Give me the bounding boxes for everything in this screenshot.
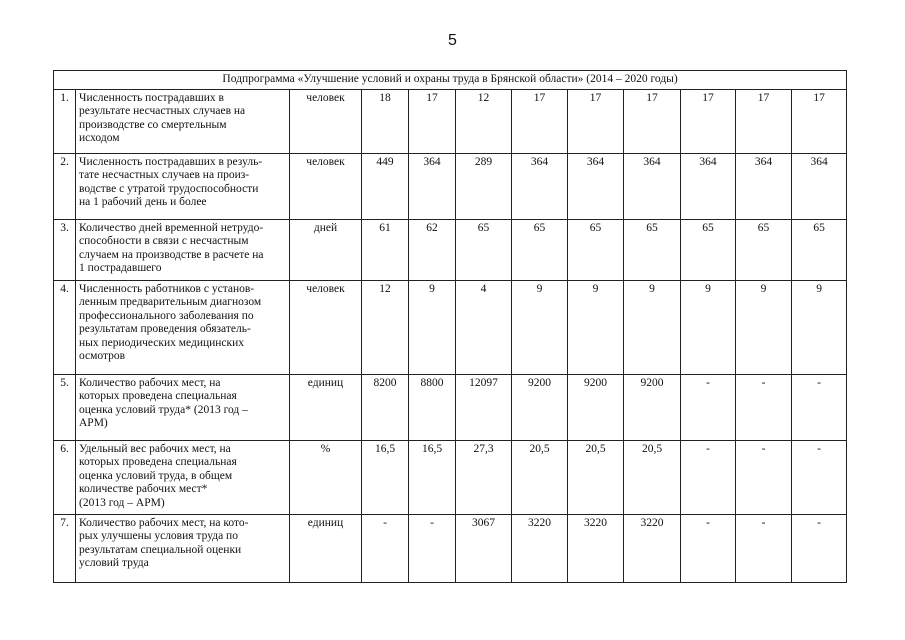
- indicator-value: 364: [568, 153, 624, 219]
- indicator-value: -: [736, 514, 792, 582]
- indicator-value: 65: [624, 219, 681, 280]
- indicator-name-line: (2013 год – АРМ): [79, 496, 165, 509]
- table-row: [54, 374, 847, 440]
- indicator-name-line: рых улучшены условия труда по: [79, 530, 238, 542]
- indicator-value: 9200: [624, 374, 681, 440]
- page-number: 5: [448, 32, 457, 49]
- indicator-name-line: результатам специальной оценки: [79, 543, 242, 556]
- indicator-value: 364: [681, 153, 736, 219]
- indicator-value: 61: [362, 219, 409, 280]
- indicator-name-line: Численность работников с установ-: [79, 282, 255, 295]
- indicator-value: 364: [736, 153, 792, 219]
- indicator-value: 4: [456, 280, 512, 374]
- indicator-name-line: тате несчастных случаев на произ-: [79, 169, 250, 181]
- indicator-name-line: которых проведена специальная: [79, 456, 237, 468]
- indicator-value: 3220: [568, 514, 624, 582]
- indicator-value: 16,5: [362, 440, 409, 514]
- table-row: [54, 440, 847, 514]
- indicator-name-line: профессионального заболевания по: [79, 309, 254, 322]
- indicator-name-line: исходом: [79, 132, 120, 144]
- indicator-value: -: [792, 374, 847, 440]
- table-row: [54, 153, 847, 219]
- indicator-value: 9200: [512, 374, 568, 440]
- unit-of-measure: %: [290, 440, 362, 514]
- indicator-name-line: результатам проведения обязатель-: [79, 323, 251, 335]
- indicator-name-line: случаем на производстве в расчете на: [79, 248, 264, 261]
- indicator-name: [76, 514, 290, 582]
- indicator-value: 9: [681, 280, 736, 374]
- indicator-value: 9: [792, 280, 847, 374]
- indicator-name-line: результате несчастных случаев на: [79, 105, 246, 117]
- indicator-value: 17: [624, 89, 681, 153]
- indicator-value: -: [362, 514, 409, 582]
- row-number: 2.: [54, 153, 76, 219]
- indicator-value: 65: [792, 219, 847, 280]
- indicator-name-line: оценка условий труда* (2013 год –: [79, 403, 248, 416]
- indicator-name: [76, 89, 290, 153]
- indicator-name-line: 1 пострадавшего: [79, 262, 162, 274]
- indicator-name-line: ленным предварительным диагнозом: [79, 296, 262, 308]
- indicator-value: 364: [512, 153, 568, 219]
- indicator-name: [76, 153, 290, 219]
- indicator-name-line: АРМ): [79, 417, 108, 429]
- caption-row: [54, 71, 847, 90]
- indicator-name-line: условий труда: [79, 557, 149, 569]
- indicator-value: 65: [456, 219, 512, 280]
- indicator-value: 9: [624, 280, 681, 374]
- indicator-name-line: оценка условий труда, в общем: [79, 469, 233, 482]
- indicator-value: 18: [362, 89, 409, 153]
- row-number: 7.: [54, 514, 76, 582]
- indicator-value: 9200: [568, 374, 624, 440]
- indicator-name-line: способности в связи с несчастным: [79, 235, 249, 247]
- indicator-name-line: Численность пострадавших в резуль-: [79, 155, 263, 168]
- unit-of-measure: дней: [290, 219, 362, 280]
- table-row: [54, 89, 847, 153]
- indicator-value: 17: [736, 89, 792, 153]
- indicator-value: 65: [681, 219, 736, 280]
- indicator-name-line: водстве с утратой трудоспособности: [79, 182, 259, 195]
- indicator-value: -: [736, 374, 792, 440]
- indicator-name-line: Численность пострадавших в: [79, 91, 224, 104]
- indicator-value: 12: [362, 280, 409, 374]
- indicator-value: 3220: [624, 514, 681, 582]
- indicator-value: 9: [568, 280, 624, 374]
- indicator-value: 8800: [409, 374, 456, 440]
- indicator-value: -: [792, 514, 847, 582]
- indicator-value: 289: [456, 153, 512, 219]
- indicator-value: 3067: [456, 514, 512, 582]
- indicator-value: 27,3: [456, 440, 512, 514]
- unit-of-measure: человек: [290, 280, 362, 374]
- row-number: 4.: [54, 280, 76, 374]
- indicator-value: 8200: [362, 374, 409, 440]
- indicator-value: 17: [681, 89, 736, 153]
- indicator-value: 20,5: [512, 440, 568, 514]
- unit-of-measure: человек: [290, 89, 362, 153]
- indicator-name-line: Удельный вес рабочих мест, на: [79, 442, 231, 455]
- indicator-value: 12097: [456, 374, 512, 440]
- indicator-value: 9: [512, 280, 568, 374]
- row-number: 5.: [54, 374, 76, 440]
- indicators-table: [53, 70, 847, 583]
- indicator-name-line: Количество дней временной нетрудо-: [79, 221, 264, 234]
- indicator-value: 16,5: [409, 440, 456, 514]
- indicator-value: 65: [512, 219, 568, 280]
- indicator-value: 9: [409, 280, 456, 374]
- table-row: [54, 514, 847, 582]
- unit-of-measure: человек: [290, 153, 362, 219]
- indicator-value: 65: [568, 219, 624, 280]
- indicator-value: -: [792, 440, 847, 514]
- indicator-name: [76, 219, 290, 280]
- indicator-value: -: [681, 440, 736, 514]
- indicator-value: 17: [792, 89, 847, 153]
- table-row: [54, 219, 847, 280]
- row-number: 3.: [54, 219, 76, 280]
- indicator-value: 3220: [512, 514, 568, 582]
- table-row: [54, 280, 847, 374]
- row-number: 6.: [54, 440, 76, 514]
- indicator-value: -: [681, 514, 736, 582]
- indicator-name: [76, 440, 290, 514]
- indicator-value: 364: [624, 153, 681, 219]
- indicator-name-line: количестве рабочих мест*: [79, 483, 208, 495]
- indicator-value: 449: [362, 153, 409, 219]
- indicator-name-line: производстве со смертельным: [79, 118, 227, 131]
- indicator-name-line: Количество рабочих мест, на: [79, 376, 221, 389]
- indicator-value: -: [736, 440, 792, 514]
- indicator-name-line: которых проведена специальная: [79, 390, 237, 402]
- indicator-value: 65: [736, 219, 792, 280]
- indicator-value: 20,5: [568, 440, 624, 514]
- indicator-name-line: Количество рабочих мест, на кото-: [79, 516, 249, 529]
- indicator-value: 62: [409, 219, 456, 280]
- subprogram-caption: Подпрограмма «Улучшение условий и охраны труда в Брянской области» (2014 – 2020 годы): [54, 71, 847, 90]
- indicator-value: 20,5: [624, 440, 681, 514]
- indicator-value: 364: [792, 153, 847, 219]
- unit-of-measure: единиц: [290, 514, 362, 582]
- indicator-value: -: [409, 514, 456, 582]
- indicator-value: 364: [409, 153, 456, 219]
- indicator-value: -: [681, 374, 736, 440]
- indicator-value: 17: [512, 89, 568, 153]
- indicator-value: 9: [736, 280, 792, 374]
- indicator-value: 17: [409, 89, 456, 153]
- indicator-value: 17: [568, 89, 624, 153]
- indicator-name: [76, 280, 290, 374]
- indicator-name: [76, 374, 290, 440]
- indicator-name-line: осмотров: [79, 350, 126, 362]
- row-number: 1.: [54, 89, 76, 153]
- unit-of-measure: единиц: [290, 374, 362, 440]
- indicator-name-line: ных периодических медицинских: [79, 336, 245, 349]
- indicator-name-line: на 1 рабочий день и более: [79, 196, 207, 208]
- indicator-value: 12: [456, 89, 512, 153]
